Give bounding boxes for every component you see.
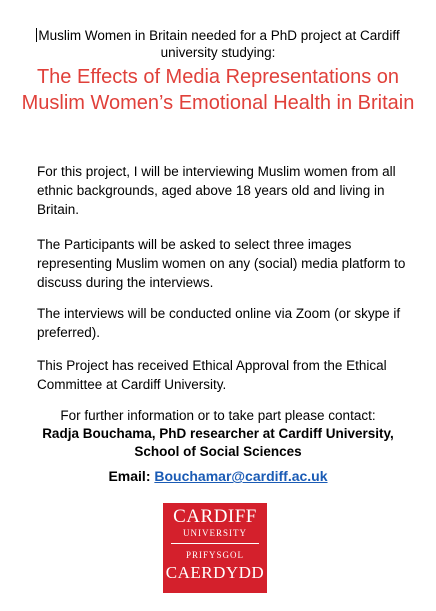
- logo-divider: [171, 543, 259, 544]
- contact-intro: For further information or to take part please contact:: [60, 408, 376, 423]
- contact-section: [20, 407, 416, 485]
- intro-line-1: Muslim Women in Britain needed for a PhD project at Cardiff: [38, 28, 400, 43]
- email-line: [20, 467, 416, 485]
- logo-line-university: UNIVERSITY: [183, 528, 247, 538]
- paragraph-ethics: This Project has received Ethical Approval from the Ethical Committee at Cardiff University.: [37, 358, 387, 392]
- email-label: Email:: [108, 468, 151, 484]
- logo-line-cardiff: CARDIFF: [173, 506, 257, 527]
- paragraph-project: For this project, I will be interviewing Muslim women from all ethnic backgrounds, aged above 18 years old and living in Britain.: [37, 164, 396, 217]
- cardiff-university-logo: [163, 503, 267, 593]
- intro-text: [30, 27, 406, 61]
- page-title: The Effects of Media Representations on Muslim Women’s Emotional Health in Britain: [21, 66, 415, 114]
- paragraph-participants: The Participants will be asked to select three images representing Muslim women on any (social) media platform to discuss during the interviews.: [37, 237, 406, 290]
- email-link[interactable]: Bouchamar@cardiff.ac.uk: [154, 468, 328, 484]
- contact-name: Radja Bouchama, PhD researcher at Cardiff University,: [42, 426, 394, 441]
- logo-line-caerdydd: CAERDYDD: [165, 563, 265, 582]
- intro-line-2: university studying:: [160, 45, 276, 60]
- logo-line-prifysgol: PRIFYSGOL: [185, 550, 244, 560]
- contact-school: School of Social Sciences: [134, 444, 302, 459]
- paragraph-interviews: The interviews will be conducted online via Zoom (or skype if preferred).: [37, 306, 401, 340]
